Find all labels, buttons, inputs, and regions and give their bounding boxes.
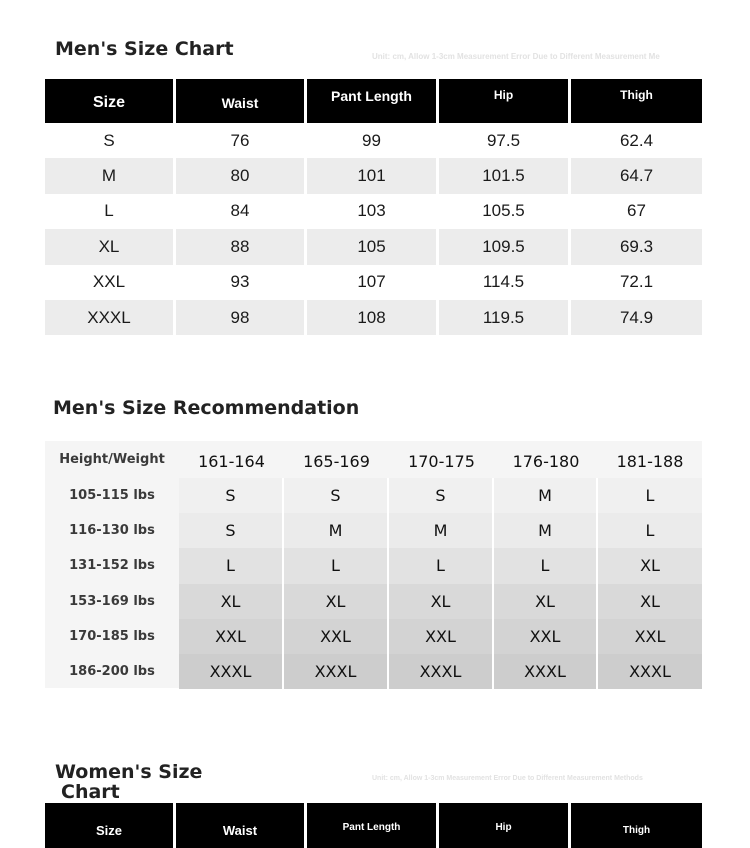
height-range-header: 170-175: [408, 452, 475, 471]
recommended-size-cell: L: [494, 548, 598, 583]
table-cell: 119.5: [439, 300, 571, 335]
recommended-size-cell: S: [179, 478, 284, 513]
recommended-size-cell: XXXL: [389, 654, 494, 689]
womens-size-chart-title: [55, 762, 202, 802]
womens-size-chart-table: [45, 803, 702, 848]
table-cell: XL: [45, 229, 176, 264]
height-weight-corner-label: Height/Weight: [59, 452, 165, 467]
table-row: [45, 123, 702, 158]
womens-size-chart-header-row: [45, 803, 702, 848]
table-cell: 84: [176, 194, 307, 229]
table-cell: L: [45, 194, 176, 229]
recommended-size-cell: XL: [598, 548, 702, 583]
column-header-size: Size: [45, 803, 176, 848]
mens-measurement-note: Unit: cm, Allow 1-3cm Measurement Error Due to Different Measurement Me: [372, 52, 660, 61]
table-cell: 99: [307, 123, 439, 158]
recommended-size-cell: M: [389, 513, 494, 548]
table-cell: 93: [176, 265, 307, 300]
column-header-thigh: Thigh: [571, 803, 702, 848]
table-cell: 62.4: [571, 123, 702, 158]
weight-range-label: 105-115 lbs: [69, 488, 155, 503]
table-cell: 114.5: [439, 265, 571, 300]
recommended-size-cell: S: [179, 513, 284, 548]
table-cell: 98: [176, 300, 307, 335]
column-header-waist: Waist: [176, 803, 307, 848]
weight-range-label: 131-152 lbs: [69, 558, 155, 574]
recommended-size-cell: L: [389, 548, 494, 583]
column-header-hip: Hip: [439, 803, 571, 848]
table-row: [45, 229, 702, 264]
table-row: [45, 300, 702, 335]
recommended-size-cell: M: [494, 513, 598, 548]
recommended-size-cell: L: [179, 548, 284, 583]
column-header-hip: Hip: [439, 79, 571, 123]
column-header-thigh: Thigh: [571, 79, 702, 123]
mens-size-chart-header-row: [45, 79, 702, 123]
table-cell: 74.9: [571, 300, 702, 335]
recommended-size-cell: XXXL: [494, 654, 598, 689]
table-cell: 97.5: [439, 123, 571, 158]
weight-range-label: 153-169 lbs: [69, 593, 155, 609]
height-range-header: 161-164: [198, 452, 265, 471]
womens-title-line-1: Women's Size: [55, 761, 203, 783]
recommended-size-cell: S: [284, 478, 389, 513]
table-cell: 103: [307, 194, 439, 229]
table-cell: 105.5: [439, 194, 571, 229]
table-cell: XXXL: [45, 300, 176, 335]
table-cell: 107: [307, 265, 439, 300]
table-cell: M: [45, 158, 176, 193]
table-cell: 67: [571, 194, 702, 229]
table-cell: 88: [176, 229, 307, 264]
recommended-size-cell: L: [284, 548, 389, 583]
table-row: [45, 158, 702, 193]
weight-range-label: 186-200 lbs: [69, 664, 155, 679]
height-range-header: 165-169: [303, 452, 370, 471]
table-cell: 76: [176, 123, 307, 158]
column-header-waist: Waist: [176, 79, 307, 123]
table-cell: 109.5: [439, 229, 571, 264]
womens-title-line-2: Chart: [61, 781, 120, 803]
weight-range-label: 116-130 lbs: [69, 523, 155, 539]
recommended-size-cell: XXL: [179, 619, 284, 654]
recommended-size-cell: XL: [494, 584, 598, 619]
height-range-header: 181-188: [616, 452, 684, 471]
column-header-pant-length: Pant Length: [307, 803, 439, 848]
table-cell: 69.3: [571, 229, 702, 264]
height-range-header: 176-180: [512, 452, 580, 471]
mens-size-chart-title: Men's Size Chart: [55, 38, 234, 60]
size-recommendation-grid: [45, 441, 702, 688]
mens-size-recommendation-title: Men's Size Recommendation: [53, 397, 360, 419]
recommended-size-cell: XXL: [284, 619, 389, 654]
womens-measurement-note: Unit: cm, Allow 1-3cm Measurement Error Due to Different Measurement Methods: [372, 775, 643, 782]
recommended-size-cell: XL: [598, 584, 702, 619]
recommended-size-cell: S: [389, 478, 494, 513]
recommended-size-cell: L: [598, 513, 702, 548]
table-cell: 64.7: [571, 158, 702, 193]
recommended-size-cell: XXL: [598, 619, 702, 654]
column-header-size: Size: [45, 79, 176, 123]
recommended-size-cell: M: [284, 513, 389, 548]
table-cell: 72.1: [571, 265, 702, 300]
mens-size-chart-table: [45, 79, 702, 335]
table-cell: 108: [307, 300, 439, 335]
recommended-size-cell: XL: [389, 584, 494, 619]
table-cell: S: [45, 123, 176, 158]
recommended-size-cell: XXL: [494, 619, 598, 654]
recommended-size-cell: XXXL: [598, 654, 702, 689]
table-cell: XXL: [45, 265, 176, 300]
table-cell: 105: [307, 229, 439, 264]
recommended-size-cell: XXXL: [179, 654, 284, 689]
column-header-pant-length: Pant Length: [307, 79, 439, 123]
recommended-size-cell: XXXL: [284, 654, 389, 689]
recommended-size-cell: M: [494, 478, 598, 513]
recommended-size-cell: XL: [284, 584, 389, 619]
recommended-size-cell: XL: [179, 584, 284, 619]
table-cell: 80: [176, 158, 307, 193]
table-row: [45, 265, 702, 300]
recommended-size-cell: XXL: [389, 619, 494, 654]
table-cell: 101.5: [439, 158, 571, 193]
table-row: [45, 194, 702, 229]
table-cell: 101: [307, 158, 439, 193]
recommended-size-cell: L: [598, 478, 702, 513]
weight-range-label: 170-185 lbs: [69, 628, 155, 644]
